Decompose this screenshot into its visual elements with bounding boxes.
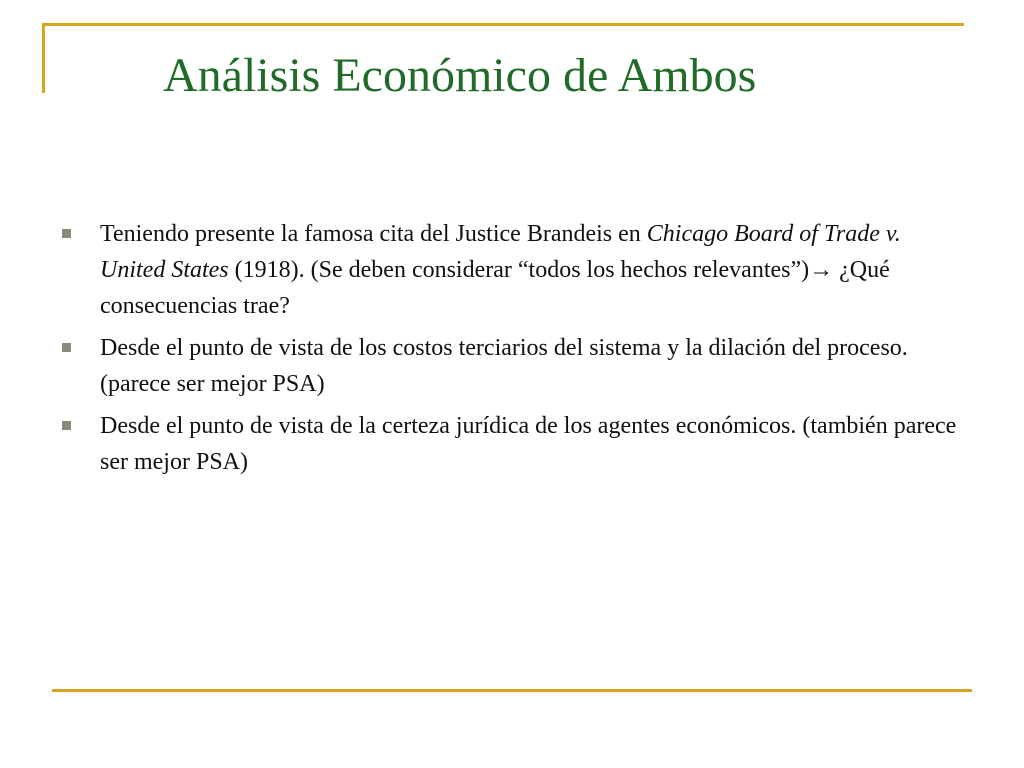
- bullet-item: [62, 216, 962, 324]
- bullet-list: [62, 216, 962, 486]
- frame-left-rule: [42, 23, 45, 93]
- bullet-text: Desde el punto de vista de la certeza jurídica de los agentes económicos. (también parece ser mejor PSA): [100, 413, 957, 475]
- slide-title: Análisis Económico de Ambos: [163, 49, 757, 102]
- case-citation: Chicago Board of Trade v. United States: [100, 221, 901, 283]
- frame-top-rule: [42, 23, 964, 26]
- bullet-text-part: Teniendo presente la famosa cita del Justice Brandeis en: [100, 221, 647, 247]
- bullet-item: [62, 330, 962, 402]
- bullet-text: [100, 221, 901, 319]
- square-bullet-icon: [62, 343, 71, 352]
- square-bullet-icon: [62, 421, 71, 430]
- bullet-text: Desde el punto de vista de los costos terciarios del sistema y la dilación del proceso. (parece ser mejor PSA): [100, 335, 908, 397]
- frame-bottom-rule: [52, 689, 972, 692]
- bullet-item: [62, 408, 962, 480]
- bullet-text-part: (1918). (Se deben considerar “todos los hechos relevantes”)→ ¿Qué consecuencias trae?: [100, 257, 890, 319]
- square-bullet-icon: [62, 229, 71, 238]
